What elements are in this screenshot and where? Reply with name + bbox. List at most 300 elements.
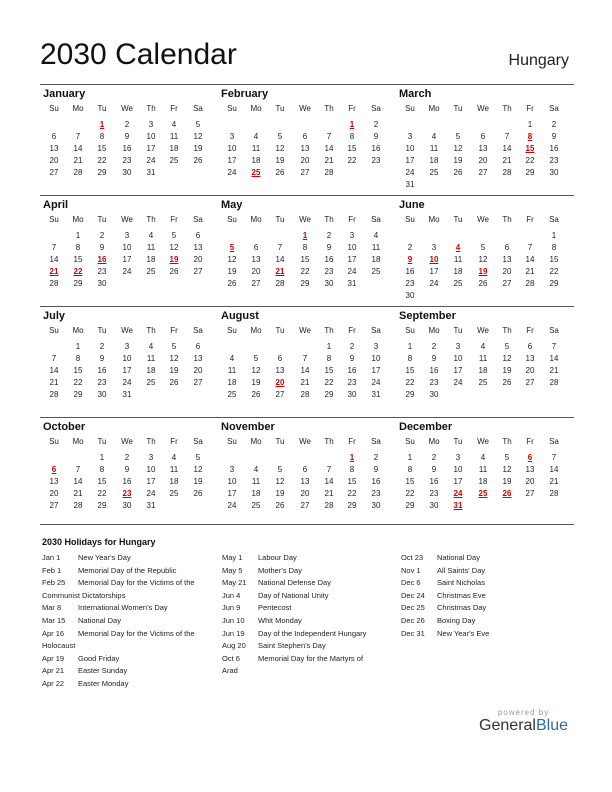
calendar-day: 17 [122,255,132,264]
calendar-day: 29 [300,279,310,288]
calendar-day: 2 [326,231,332,240]
holiday-entry [222,640,366,653]
holiday-entry [222,615,366,628]
calendar-day: 4 [480,453,486,462]
calendar-day: 12 [193,132,203,141]
calendar-day: 10 [453,465,463,474]
calendar-day: 28 [549,489,559,498]
calendar-day: 6 [195,342,201,351]
calendar-day: 3 [455,342,461,351]
calendar-day: 23 [97,267,107,276]
holiday-name: International Women's Day [78,603,168,613]
calendar-day: 11 [146,354,156,363]
calendar-day: 14 [49,255,59,264]
holiday-date-label: Apr 19 [42,653,65,663]
calendar-day: 12 [453,144,463,153]
calendar-day: 15 [73,366,83,375]
calendar-day: 19 [502,366,512,375]
calendar-day: 27 [49,168,59,177]
calendar-day: 21 [324,156,334,165]
calendar-day: 14 [549,354,559,363]
calendar-day: 18 [478,366,488,375]
calendar-day: 3 [229,132,235,141]
holiday-name: Day of National Unity [258,590,329,600]
holiday-entry [42,615,195,628]
calendar-day: 28 [49,390,59,399]
calendar-day: 10 [371,354,381,363]
calendar-day: 10 [146,132,156,141]
calendar-day: 20 [49,156,59,165]
calendar-day: 11 [251,144,261,153]
calendar-day: 22 [405,378,415,387]
calendar-day: 11 [429,144,439,153]
calendar-day: 2 [431,342,437,351]
calendar-day: 24 [371,378,381,387]
calendar-day: 28 [324,501,334,510]
holiday-date: 23 [122,489,132,498]
calendar-day: 27 [300,168,310,177]
holiday-date-label: Nov 1 [401,565,421,575]
holiday-entry [401,602,489,615]
holiday-date-label: Dec 24 [401,590,425,600]
weekday-header: Th [502,104,512,113]
calendar-day: 21 [502,156,512,165]
holiday-date: 6 [527,453,533,462]
weekday-header: Mo [72,104,84,113]
holiday-entry [42,565,195,578]
month-march [396,84,574,195]
calendar-day: 25 [251,501,261,510]
calendar-day: 6 [277,354,283,363]
calendar-day: 13 [49,144,59,153]
calendar-day: 11 [251,477,261,486]
calendar-day: 4 [480,342,486,351]
calendar-day: 2 [551,120,557,129]
holiday-name: Pentecost [258,603,292,613]
calendar-day: 3 [148,453,154,462]
calendar-day: 19 [275,156,285,165]
weekday-header: Sa [549,437,559,446]
holiday-column [222,552,366,678]
calendar-day: 6 [51,132,57,141]
calendar-day: 29 [347,501,357,510]
calendar-day: 19 [251,378,261,387]
calendar-day: 13 [478,144,488,153]
calendar-day: 11 [478,465,488,474]
calendar-day: 26 [453,168,463,177]
calendar-day: 17 [146,144,156,153]
month-september [396,306,574,417]
calendar-day: 31 [122,390,132,399]
month-name: October [43,421,86,433]
calendar-day: 25 [169,156,179,165]
weekday-header: Th [502,326,512,335]
calendar-day: 16 [371,144,381,153]
holiday-entry [42,577,195,590]
calendar-day: 29 [324,390,334,399]
holiday-date-label: Dec 26 [401,615,425,625]
calendar-day: 31 [347,279,357,288]
holiday-entry [222,577,366,590]
calendar-day: 20 [49,489,59,498]
weekday-header: Su [49,215,59,224]
calendar-day: 11 [227,366,237,375]
weekday-header: Su [405,104,415,113]
calendar-day: 18 [169,477,179,486]
calendar-day: 2 [99,342,105,351]
holiday-entry [222,565,366,578]
calendar-day: 6 [302,132,308,141]
calendar-day: 3 [349,231,355,240]
calendar-day: 25 [227,390,237,399]
holiday-entry [42,653,195,666]
weekday-header: Tu [453,326,463,335]
calendar-day: 26 [251,390,261,399]
divider [40,524,574,525]
holiday-column [401,552,489,640]
holiday-entry [222,552,366,565]
holiday-name: Boxing Day [437,615,476,625]
holiday-date-label: Feb 1 [42,565,62,575]
calendar-day: 14 [525,255,535,264]
weekday-header: We [121,215,133,224]
holiday-date: 9 [407,255,413,264]
calendar-day: 25 [371,267,381,276]
calendar-day: 27 [525,378,535,387]
month-july [40,306,218,417]
calendar-day: 10 [122,354,132,363]
calendar-day: 29 [405,501,415,510]
calendar-day: 1 [99,453,105,462]
calendar-day: 12 [169,243,179,252]
holiday-date-label: Jan 1 [42,553,61,562]
calendar-day: 5 [195,453,201,462]
holiday-name: New Year's Eve [437,628,490,638]
calendar-day: 28 [549,378,559,387]
calendar-day: 21 [73,489,83,498]
calendar-day: 19 [502,477,512,486]
holiday-entry [42,602,195,615]
calendar-day: 24 [429,279,439,288]
calendar-day: 18 [478,477,488,486]
calendar-day: 16 [324,255,334,264]
weekday-header: Su [49,104,59,113]
holiday-date-label: May 5 [222,565,243,575]
holiday-date-label: Aug 20 [222,641,246,651]
calendar-day: 22 [405,489,415,498]
calendar-day: 18 [146,255,156,264]
calendar-day: 18 [227,378,237,387]
calendar-day: 24 [122,378,132,387]
calendar-day: 4 [229,354,235,363]
calendar-day: 21 [525,267,535,276]
calendar-day: 21 [549,477,559,486]
calendar-day: 21 [300,378,310,387]
holiday-name: Labour Day [258,553,297,562]
holiday-date-label: Oct 23 [401,553,424,562]
calendar-day: 3 [431,243,437,252]
calendar-day: 10 [227,477,237,486]
weekday-header: Sa [371,437,381,446]
holiday-date: 21 [49,267,59,276]
weekday-header: Fr [170,326,178,335]
holiday-entry [222,590,366,603]
brand-name [479,717,568,735]
weekday-header: Su [227,215,237,224]
calendar-day: 5 [504,453,510,462]
holiday-date-label: Apr 22 [42,678,65,688]
calendar-day: 10 [227,144,237,153]
calendar-day: 14 [502,144,512,153]
calendar-day: 7 [504,132,510,141]
calendar-day: 16 [429,366,439,375]
calendar-day: 4 [148,342,154,351]
calendar-day: 26 [169,267,179,276]
month-may [218,195,396,306]
weekday-header: Mo [72,437,84,446]
calendar-day: 9 [124,132,130,141]
holiday-date-label: Apr 21 [42,666,65,676]
calendar-day: 4 [431,132,437,141]
calendar-day: 29 [405,390,415,399]
calendar-day: 28 [73,168,83,177]
month-name: May [221,199,243,211]
weekday-header: We [477,104,489,113]
calendar-day: 13 [300,477,310,486]
calendar-day: 20 [300,489,310,498]
holiday-name: Memorial Day for the Victims of the [78,578,195,588]
calendar-day: 10 [146,465,156,474]
calendar-day: 28 [49,279,59,288]
calendar-day: 26 [478,279,488,288]
calendar-day: 7 [51,243,57,252]
weekday-header: Th [146,104,156,113]
calendar-day: 28 [502,168,512,177]
calendar-day: 22 [324,378,334,387]
calendar-day: 22 [300,267,310,276]
calendar-day: 14 [324,144,334,153]
calendar-day: 17 [371,366,381,375]
calendar-day: 14 [275,255,285,264]
calendar-day: 16 [347,366,357,375]
month-name: February [221,88,269,100]
holiday-name-continued: Communist Dictatorships [42,590,126,600]
calendar-day: 1 [527,120,533,129]
calendar-day: 20 [193,366,203,375]
calendar-day: 15 [324,366,334,375]
calendar-day: 20 [478,156,488,165]
weekday-header: Sa [371,326,381,335]
calendar-day: 1 [326,342,332,351]
calendar-day: 24 [347,267,357,276]
holiday-name: Mother's Day [258,565,302,575]
holiday-name: Day of the Independent Hungary [258,628,367,638]
weekday-header: Fr [170,104,178,113]
calendar-day: 10 [347,243,357,252]
weekday-header: Sa [549,104,559,113]
calendar-day: 8 [326,354,332,363]
calendar-day: 4 [148,231,154,240]
calendar-day: 24 [146,489,156,498]
calendar-day: 2 [431,453,437,462]
weekday-header: Sa [193,215,203,224]
holiday-name: Memorial Day of the Republic [78,565,177,575]
weekday-header: Tu [275,215,285,224]
calendar-day: 7 [75,465,81,474]
calendar-day: 15 [300,255,310,264]
weekday-header: Fr [526,104,534,113]
calendar-day: 22 [549,267,559,276]
holiday-name-continued: Holocaust [42,641,76,651]
calendar-day: 7 [326,132,332,141]
calendar-day: 17 [122,366,132,375]
calendar-day: 13 [300,144,310,153]
weekday-header: Mo [250,326,262,335]
weekday-header: Mo [250,215,262,224]
calendar-day: 16 [405,267,415,276]
calendar-day: 19 [169,366,179,375]
weekday-header: Su [405,215,415,224]
calendar-day: 12 [227,255,237,264]
calendar-day: 14 [324,477,334,486]
calendar-day: 12 [169,354,179,363]
calendar-day: 20 [251,267,261,276]
weekday-header: Sa [193,326,203,335]
calendar-day: 21 [73,156,83,165]
calendar-day: 3 [148,120,154,129]
calendar-day: 6 [527,342,533,351]
calendar-day: 4 [373,231,379,240]
calendar-day: 7 [551,453,557,462]
calendar-day: 24 [146,156,156,165]
calendar-day: 26 [227,279,237,288]
calendar-day: 23 [429,489,439,498]
calendar-day: 24 [405,168,415,177]
calendar-day: 17 [347,255,357,264]
calendar-day: 24 [227,501,237,510]
holiday-date: 1 [349,120,355,129]
weekday-header: Th [146,326,156,335]
holiday-name: Easter Monday [78,678,129,688]
calendar-day: 12 [478,255,488,264]
calendar-day: 30 [429,390,439,399]
holiday-name: National Day [437,553,480,562]
holiday-date: 5 [229,243,235,252]
calendar-day: 22 [97,489,107,498]
calendar-day: 3 [124,231,130,240]
calendar-day: 31 [146,168,156,177]
calendar-day: 15 [73,255,83,264]
weekday-header: We [299,326,311,335]
calendar-day: 3 [455,453,461,462]
calendar-day: 6 [480,132,486,141]
weekday-header: Th [324,326,334,335]
calendar-day: 9 [551,132,557,141]
month-name: March [399,88,432,100]
calendar-day: 8 [349,465,355,474]
calendar-day: 7 [277,243,283,252]
month-january [40,84,218,195]
weekday-header: Th [324,215,334,224]
holiday-date-label: Apr 16 [42,628,65,638]
brand-blue: Blue [535,717,568,734]
calendar-day: 5 [455,132,461,141]
month-name: January [43,88,86,100]
calendar-day: 15 [347,477,357,486]
weekday-header: Su [227,437,237,446]
weekday-header: Fr [348,437,356,446]
calendar-day: 5 [253,354,259,363]
calendar-day: 9 [349,354,355,363]
month-name: September [399,310,456,322]
calendar-day: 20 [525,366,535,375]
calendar-day: 16 [122,477,132,486]
weekday-header: Su [227,326,237,335]
calendar-day: 22 [73,378,83,387]
calendar-day: 16 [122,144,132,153]
calendar-day: 8 [99,465,105,474]
calendar-day: 11 [453,255,463,264]
calendar-day: 22 [347,489,357,498]
weekday-header: Fr [526,326,534,335]
weekday-header: We [477,215,489,224]
holiday-entry [42,678,195,691]
weekday-header: Sa [193,437,203,446]
calendar-day: 2 [349,342,355,351]
calendar-day: 5 [171,342,177,351]
calendar-day: 21 [49,378,59,387]
weekday-header: Mo [428,215,440,224]
holiday-name: Saint Nicholas [437,578,485,588]
calendar-day: 17 [146,477,156,486]
weekday-header: Sa [371,215,381,224]
calendar-day: 9 [326,243,332,252]
brand-general: General [479,717,536,734]
weekday-header: Tu [97,104,107,113]
calendar-day: 24 [227,168,237,177]
calendar-day: 1 [75,231,81,240]
calendar-grid [40,84,574,528]
calendar-day: 12 [251,366,261,375]
month-name: June [399,199,425,211]
holiday-date: 19 [478,267,488,276]
holiday-name: Saint Stephen's Day [258,641,326,651]
holiday-name-continued: Arad [222,666,238,676]
holiday-name: Good Friday [78,653,120,663]
calendar-day: 5 [504,342,510,351]
weekday-header: Fr [170,215,178,224]
holiday-date: 8 [527,132,533,141]
weekday-header: Su [405,437,415,446]
powered-by-text: powered by [497,708,550,717]
calendar-day: 26 [193,489,203,498]
month-february [218,84,396,195]
weekday-header: Sa [193,104,203,113]
calendar-day: 20 [525,477,535,486]
month-name: July [43,310,66,322]
calendar-day: 29 [97,168,107,177]
calendar-day: 8 [75,243,81,252]
holiday-name: Christmas Day [437,603,487,613]
holiday-date-label: Feb 25 [42,578,66,588]
brand-logo [479,708,568,735]
holiday-name: Easter Sunday [78,666,128,676]
month-row [40,306,574,417]
holiday-date: 24 [453,489,463,498]
calendar-day: 13 [193,354,203,363]
calendar-day: 16 [371,477,381,486]
weekday-header: We [299,104,311,113]
